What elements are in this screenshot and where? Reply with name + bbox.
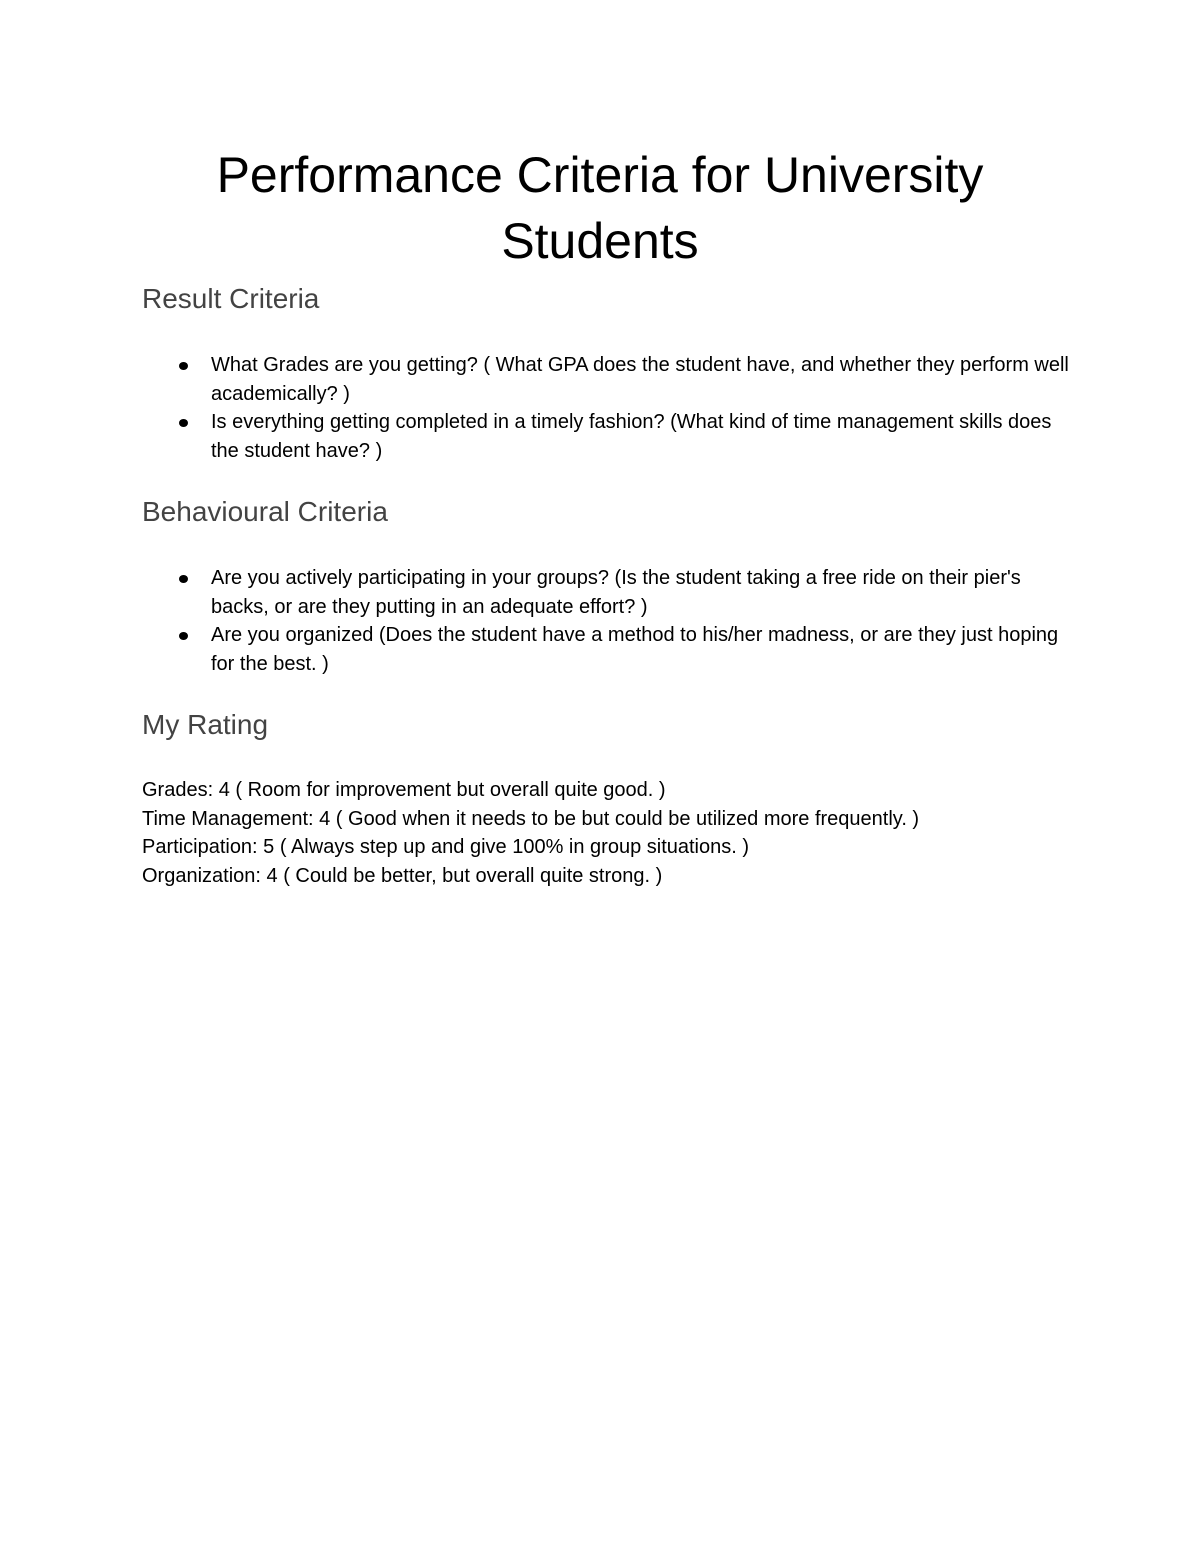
behavioural-criteria-list	[142, 564, 1082, 678]
section-heading-result-criteria: Result Criteria	[142, 283, 320, 314]
rating-list	[142, 776, 1082, 890]
list-item	[142, 621, 1082, 678]
rating-line-organization: Organization: 4 ( Could be better, but overall quite strong. )	[142, 864, 663, 887]
list-item	[142, 564, 1082, 621]
rating-line-participation: Participation: 5 ( Always step up and give 100% in group situations. )	[142, 836, 750, 858]
result-criteria-list	[142, 351, 1082, 465]
list-item	[142, 408, 1082, 465]
list-item-text: Is everything getting completed in a timely fashion? (What kind of time management skills does the student have? )	[211, 411, 1052, 462]
bullet-icon	[179, 419, 188, 427]
list-item-text: Are you organized (Does the student have a method to his/her madness, or are they just hoping for the best. )	[211, 624, 1059, 675]
bullet-icon	[179, 362, 188, 370]
list-item	[142, 351, 1082, 408]
bullet-icon	[179, 632, 188, 640]
bullet-icon	[179, 575, 188, 583]
list-item-text: Are you actively participating in your groups? (Is the student taking a free ride on their pier's backs, or are they putting in an adequate effort? )	[211, 567, 1021, 618]
section-heading-behavioural-criteria: Behavioural Criteria	[142, 496, 388, 527]
rating-line-grades: Grades: 4 ( Room for improvement but overall quite good. )	[142, 779, 666, 801]
section-heading-my-rating: My Rating	[142, 709, 269, 740]
page-title: Performance Criteria for University Students	[216, 147, 984, 269]
list-item-text: What Grades are you getting? ( What GPA does the student have, and whether they perform well academically? )	[211, 354, 1069, 405]
rating-line-time-management: Time Management: 4 ( Good when it needs to be but could be utilized more frequently. )	[142, 807, 920, 830]
